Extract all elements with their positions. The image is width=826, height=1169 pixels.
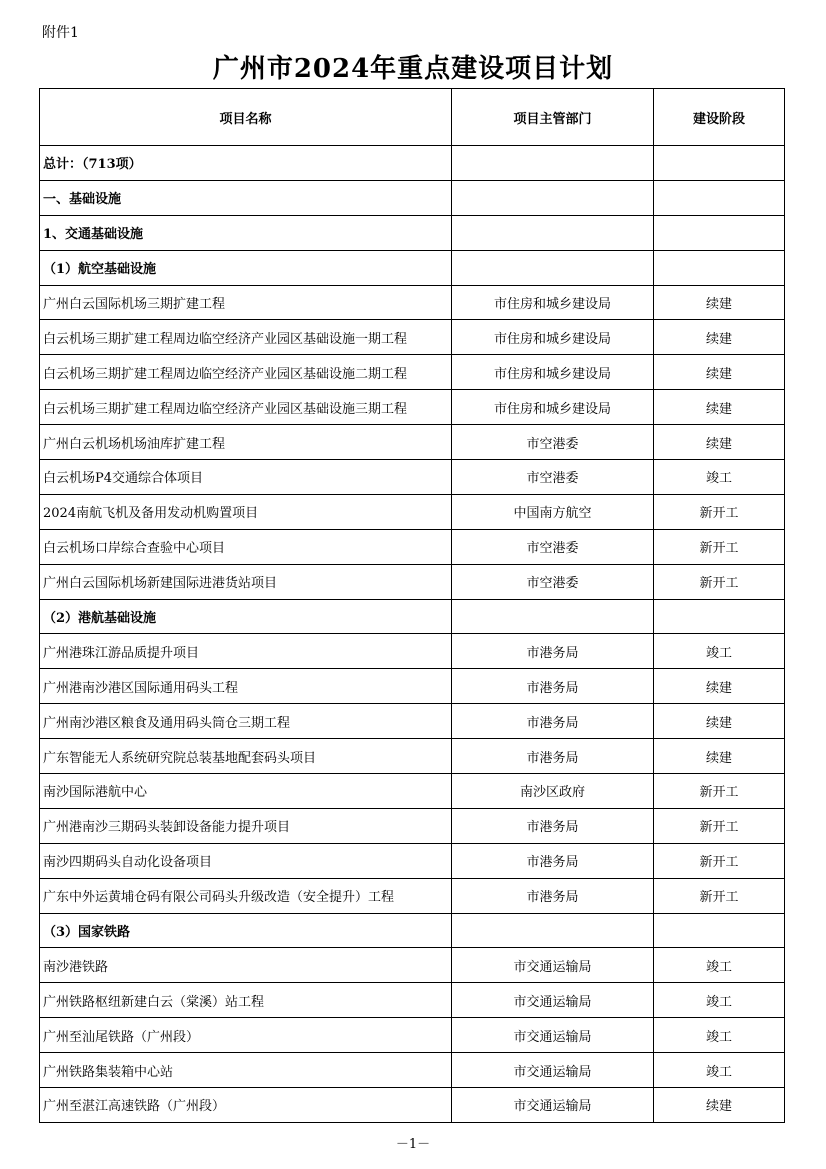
stage-cell: 竣工 (654, 948, 785, 983)
stage-cell: 新开工 (654, 843, 785, 878)
department-cell: 市住房和城乡建设局 (452, 390, 654, 425)
header-department: 项目主管部门 (452, 89, 654, 146)
project-name-cell: 广州南沙港区粮食及通用码头筒仓三期工程 (40, 704, 452, 739)
project-name-cell: 白云机场三期扩建工程周边临空经济产业园区基础设施三期工程 (40, 390, 452, 425)
header-stage: 建设阶段 (654, 89, 785, 146)
project-name-cell: 广东中外运黄埔仓码有限公司码头升级改造（安全提升）工程 (40, 878, 452, 913)
table-row (40, 739, 785, 774)
department-cell: 市港务局 (452, 808, 654, 843)
page-title: 广州市2024年重点建设项目计划 (212, 54, 614, 84)
department-cell: 中国南方航空 (452, 494, 654, 529)
department-cell (452, 599, 654, 634)
stage-cell (654, 215, 785, 250)
table-row (40, 460, 785, 495)
stage-cell: 续建 (654, 320, 785, 355)
table-row (40, 669, 785, 704)
stage-cell: 竣工 (654, 634, 785, 669)
department-cell: 市空港委 (452, 460, 654, 495)
project-name-cell: 广东智能无人系统研究院总装基地配套码头项目 (40, 739, 452, 774)
department-cell: 市住房和城乡建设局 (452, 355, 654, 390)
department-cell: 市港务局 (452, 878, 654, 913)
stage-cell: 续建 (654, 1088, 785, 1123)
project-name-cell: 一、基础设施 (40, 180, 452, 215)
stage-cell: 续建 (654, 739, 785, 774)
stage-cell (654, 913, 785, 948)
table-row (40, 1018, 785, 1053)
stage-cell: 续建 (654, 704, 785, 739)
department-cell: 市空港委 (452, 425, 654, 460)
table-row (40, 704, 785, 739)
department-cell: 市住房和城乡建设局 (452, 320, 654, 355)
project-name-cell: 广州至汕尾铁路（广州段） (40, 1018, 452, 1053)
stage-cell: 新开工 (654, 564, 785, 599)
department-cell: 市交通运输局 (452, 983, 654, 1018)
table-row (40, 634, 785, 669)
table-row (40, 390, 785, 425)
table-row (40, 1088, 785, 1123)
stage-cell: 续建 (654, 285, 785, 320)
project-name-cell: 广州至湛江高速铁路（广州段） (40, 1088, 452, 1123)
section-row (40, 599, 785, 634)
stage-cell: 续建 (654, 390, 785, 425)
department-cell: 市空港委 (452, 564, 654, 599)
stage-cell: 竣工 (654, 1053, 785, 1088)
table-header-row (40, 89, 785, 146)
stage-cell: 新开工 (654, 774, 785, 809)
project-name-cell: 南沙港铁路 (40, 948, 452, 983)
project-name-cell: 1、交通基础设施 (40, 215, 452, 250)
table-row (40, 808, 785, 843)
table-row (40, 564, 785, 599)
project-name-cell: （2）港航基础设施 (40, 599, 452, 634)
stage-cell (654, 146, 785, 181)
table-row (40, 774, 785, 809)
project-name-cell: 2024南航飞机及备用发动机购置项目 (40, 494, 452, 529)
project-name-cell: （3）国家铁路 (40, 913, 452, 948)
project-name-cell: 广州白云国际机场新建国际进港货站项目 (40, 564, 452, 599)
section-row (40, 146, 785, 181)
stage-cell: 续建 (654, 355, 785, 390)
stage-cell (654, 180, 785, 215)
project-name-cell: 广州铁路集装箱中心站 (40, 1053, 452, 1088)
project-name-cell: （1）航空基础设施 (40, 250, 452, 285)
project-name-cell: 白云机场三期扩建工程周边临空经济产业园区基础设施一期工程 (40, 320, 452, 355)
project-name-cell: 白云机场口岸综合查验中心项目 (40, 529, 452, 564)
table-row (40, 494, 785, 529)
table-row (40, 1053, 785, 1088)
department-cell: 市港务局 (452, 634, 654, 669)
table-row (40, 320, 785, 355)
attachment-label: 附件1 (42, 25, 79, 41)
stage-cell: 新开工 (654, 878, 785, 913)
department-cell (452, 250, 654, 285)
section-row (40, 913, 785, 948)
department-cell: 市港务局 (452, 669, 654, 704)
project-name-cell: 南沙四期码头自动化设备项目 (40, 843, 452, 878)
table-row (40, 285, 785, 320)
header-project-name: 项目名称 (40, 89, 452, 146)
table-row (40, 843, 785, 878)
stage-cell: 新开工 (654, 808, 785, 843)
department-cell: 市交通运输局 (452, 1053, 654, 1088)
stage-cell: 新开工 (654, 494, 785, 529)
department-cell: 市空港委 (452, 529, 654, 564)
department-cell: 市住房和城乡建设局 (452, 285, 654, 320)
stage-cell: 续建 (654, 425, 785, 460)
project-name-cell: 广州港珠江游品质提升项目 (40, 634, 452, 669)
project-name-cell: 广州港南沙三期码头装卸设备能力提升项目 (40, 808, 452, 843)
stage-cell: 续建 (654, 669, 785, 704)
stage-cell: 新开工 (654, 529, 785, 564)
page-number: －1－ (395, 1137, 431, 1152)
project-name-cell: 南沙国际港航中心 (40, 774, 452, 809)
project-name-cell: 总计：（713项） (40, 146, 452, 181)
department-cell (452, 215, 654, 250)
stage-cell (654, 599, 785, 634)
department-cell (452, 913, 654, 948)
department-cell: 市港务局 (452, 704, 654, 739)
department-cell: 市交通运输局 (452, 948, 654, 983)
section-row (40, 250, 785, 285)
table-row (40, 529, 785, 564)
stage-cell: 竣工 (654, 983, 785, 1018)
department-cell: 市港务局 (452, 739, 654, 774)
section-row (40, 180, 785, 215)
department-cell: 市港务局 (452, 843, 654, 878)
department-cell (452, 146, 654, 181)
section-row (40, 215, 785, 250)
project-name-cell: 广州港南沙港区国际通用码头工程 (40, 669, 452, 704)
table-body (40, 146, 785, 1123)
project-name-cell: 白云机场三期扩建工程周边临空经济产业园区基础设施二期工程 (40, 355, 452, 390)
department-cell (452, 180, 654, 215)
department-cell: 市交通运输局 (452, 1018, 654, 1053)
project-name-cell: 白云机场P4交通综合体项目 (40, 460, 452, 495)
table-row (40, 948, 785, 983)
stage-cell (654, 250, 785, 285)
department-cell: 南沙区政府 (452, 774, 654, 809)
department-cell: 市交通运输局 (452, 1088, 654, 1123)
table-row (40, 878, 785, 913)
project-name-cell: 广州铁路枢纽新建白云（棠溪）站工程 (40, 983, 452, 1018)
project-table (39, 88, 785, 1123)
table-row (40, 355, 785, 390)
stage-cell: 竣工 (654, 460, 785, 495)
project-name-cell: 广州白云国际机场三期扩建工程 (40, 285, 452, 320)
table-row (40, 425, 785, 460)
table-row (40, 983, 785, 1018)
project-name-cell: 广州白云机场机场油库扩建工程 (40, 425, 452, 460)
stage-cell: 竣工 (654, 1018, 785, 1053)
